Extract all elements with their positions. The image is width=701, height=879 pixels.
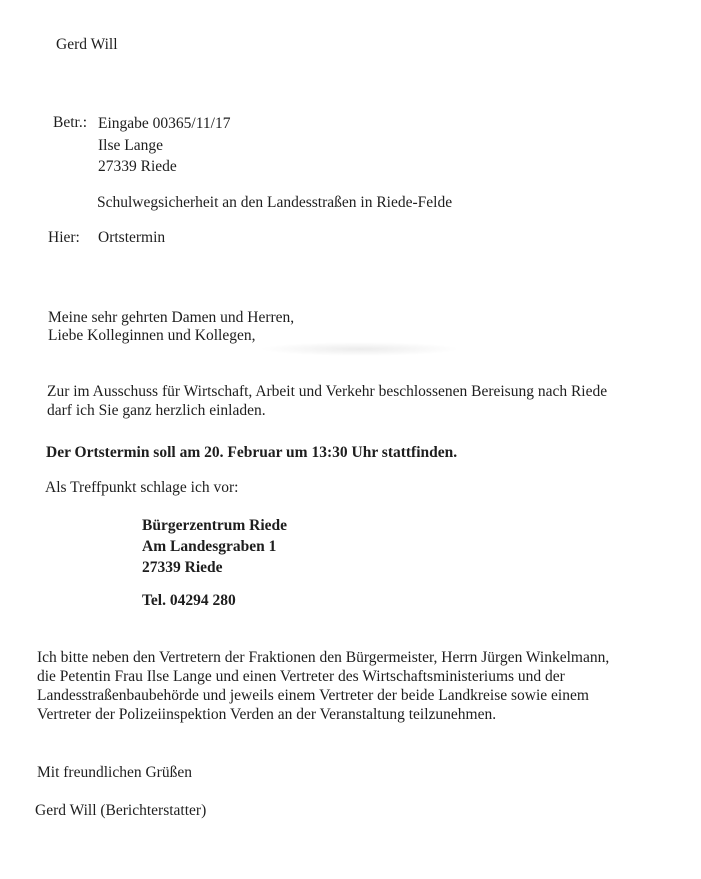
meeting-point-intro: Als Treffpunkt schlage ich vor:	[45, 479, 239, 496]
address-phone: Tel. 04294 280	[142, 592, 236, 609]
subject-topic: Schulwegsicherheit an den Landesstraßen in Riede-Felde	[97, 194, 453, 211]
subject-city: 27339 Riede	[98, 158, 177, 175]
address-street: Am Landesgraben 1	[142, 538, 277, 555]
address-city: 27339 Riede	[142, 559, 223, 576]
intro-line-1: Zur im Ausschuss für Wirtschaft, Arbeit und Verkehr beschlossenen Bereisung nach Riede	[47, 383, 608, 400]
here-value: Ortstermin	[98, 229, 166, 246]
closing-text: Mit freundlichen Grüßen	[37, 764, 192, 781]
intro-line-2: darf ich Sie ganz herzlich einladen.	[47, 402, 266, 419]
request-line: Landesstraßenbaubehörde und jeweils einem Vertreter der beide Landkreise sowie einem	[37, 687, 589, 704]
address-venue: Bürgerzentrum Riede	[142, 517, 288, 534]
scan-smudge	[260, 342, 460, 356]
sender-name: Gerd Will	[56, 36, 118, 53]
subject-block	[98, 113, 230, 178]
request-line: Ich bitte neben den Vertretern der Fraktionen den Bürgermeister, Herrn Jürgen Winkelmann,	[37, 649, 610, 666]
appointment-text: Der Ortstermin soll am 20. Februar um 13:30 Uhr stattfinden.	[46, 444, 458, 461]
salutation-line-1: Meine sehr gehrten Damen und Herren,	[48, 309, 295, 326]
signature-text: Gerd Will (Berichterstatter)	[35, 802, 207, 819]
subject-name: Ilse Lange	[98, 136, 163, 154]
subject-label: Betr.:	[53, 114, 88, 131]
subject-reference: Eingabe 00365/11/17	[98, 115, 231, 132]
here-label: Hier:	[48, 229, 80, 246]
request-line: Vertreter der Polizeiinspektion Verden an der Veranstaltung teilzunehmen.	[37, 706, 497, 723]
meeting-address	[142, 515, 287, 578]
salutation-line-2: Liebe Kolleginnen und Kollegen,	[48, 327, 256, 344]
request-line: die Petentin Frau Ilse Lange und einen Vertreter des Wirtschaftsministeriums und der	[37, 668, 565, 685]
request-paragraph	[37, 648, 677, 724]
